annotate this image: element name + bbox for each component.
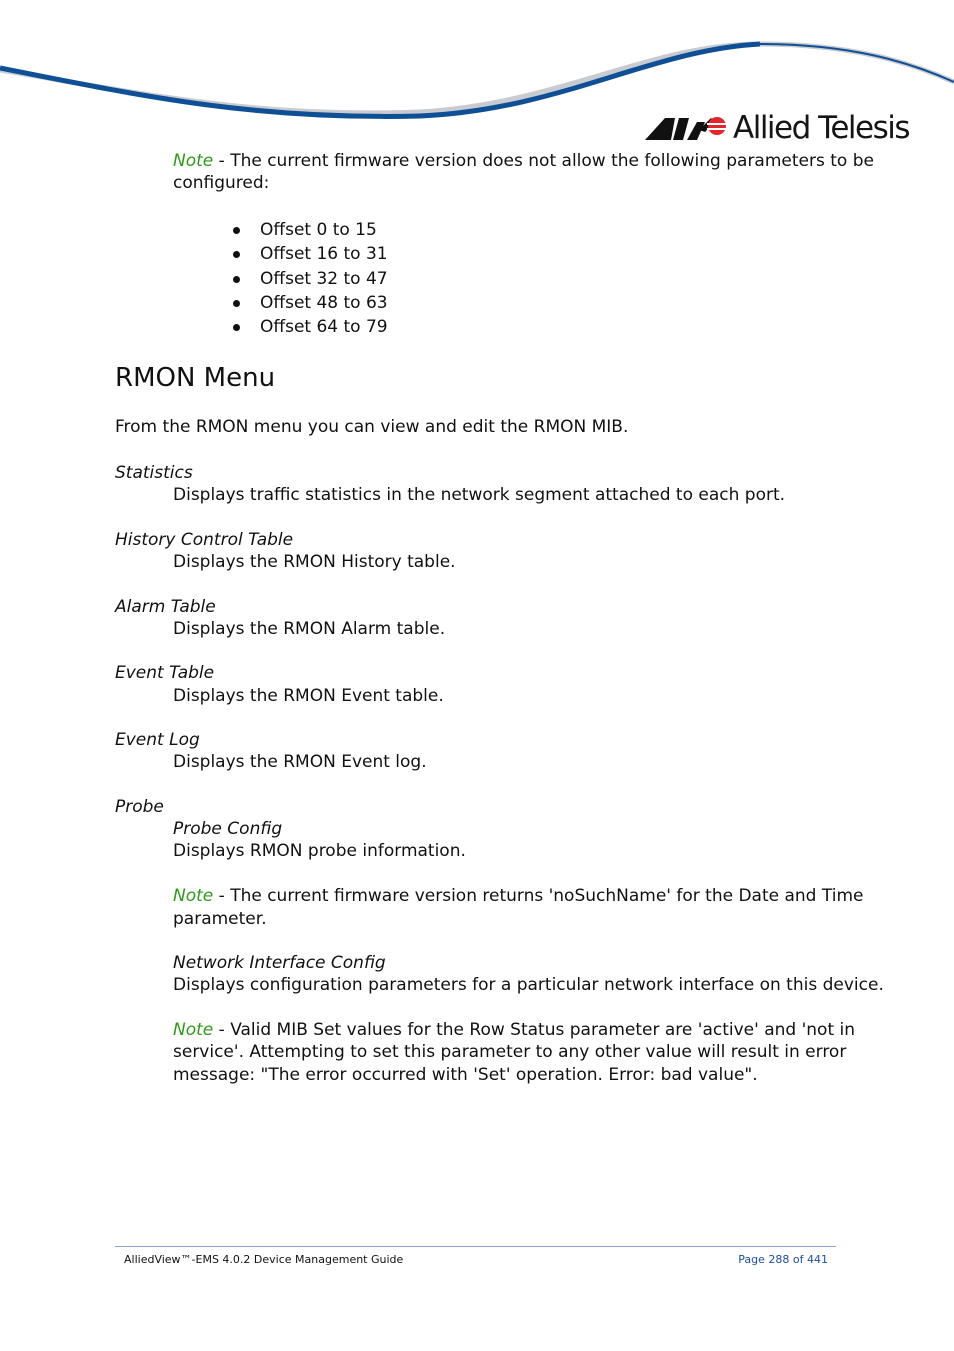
- row-status-note-line2: service'. Attempting to set this parameter to any other value will result in error: [173, 1042, 847, 1062]
- section-intro: From the RMON menu you can view and edit the RMON MIB.: [115, 417, 629, 437]
- term-history-control-table: History Control Table: [115, 530, 294, 550]
- note-label: Note: [173, 1020, 214, 1040]
- desc-alarm-table: Displays the RMON Alarm table.: [173, 619, 446, 639]
- allied-telesis-mark-icon: [645, 108, 729, 148]
- term-event-table: Event Table: [115, 663, 215, 683]
- row-status-note: [173, 1019, 855, 1042]
- term-event-log: Event Log: [115, 730, 200, 750]
- allied-telesis-logo: [645, 108, 909, 148]
- desc-history-control-table: Displays the RMON History table.: [173, 552, 456, 572]
- offset-list: [173, 218, 388, 339]
- desc-probe-config: Displays RMON probe information.: [173, 841, 466, 861]
- firmware-note-cont: configured:: [173, 173, 270, 193]
- list-item: Offset 0 to 15: [173, 218, 388, 242]
- note-label: Note: [173, 151, 214, 171]
- note-text: - The current firmware version returns 'noSuchName' for the Date and Time: [213, 886, 864, 906]
- probe-config-note: [173, 885, 863, 908]
- desc-event-log: Displays the RMON Event log.: [173, 752, 427, 772]
- section-title: RMON Menu: [115, 363, 276, 393]
- desc-statistics: Displays traffic statistics in the network segment attached to each port.: [173, 485, 786, 505]
- row-status-note-line3: message: "The error occurred with 'Set' operation. Error: bad value".: [173, 1065, 758, 1085]
- desc-network-interface-config: Displays configuration parameters for a particular network interface on this device.: [173, 975, 884, 995]
- term-network-interface-config: Network Interface Config: [173, 953, 386, 973]
- firmware-note: [173, 150, 874, 173]
- list-item: Offset 64 to 79: [173, 315, 388, 339]
- list-item: Offset 32 to 47: [173, 267, 388, 291]
- term-probe: Probe: [115, 797, 164, 817]
- desc-event-table: Displays the RMON Event table.: [173, 686, 444, 706]
- note-text: - The current firmware version does not allow the following parameters to be: [213, 151, 874, 171]
- term-probe-config: Probe Config: [173, 819, 283, 839]
- term-statistics: Statistics: [115, 463, 193, 483]
- logo-text: Allied Telesis: [733, 110, 909, 146]
- list-item: Offset 16 to 31: [173, 242, 388, 266]
- list-item: Offset 48 to 63: [173, 291, 388, 315]
- term-alarm-table: Alarm Table: [115, 597, 216, 617]
- note-text: - Valid MIB Set values for the Row Status parameter are 'active' and 'not in: [213, 1020, 856, 1040]
- probe-config-note-cont: parameter.: [173, 909, 267, 929]
- footer-guide-title: AlliedView™-EMS 4.0.2 Device Management Guide: [124, 1253, 404, 1266]
- note-label: Note: [173, 886, 214, 906]
- footer-page-number: Page 288 of 441: [738, 1253, 828, 1266]
- footer-divider: [115, 1246, 836, 1247]
